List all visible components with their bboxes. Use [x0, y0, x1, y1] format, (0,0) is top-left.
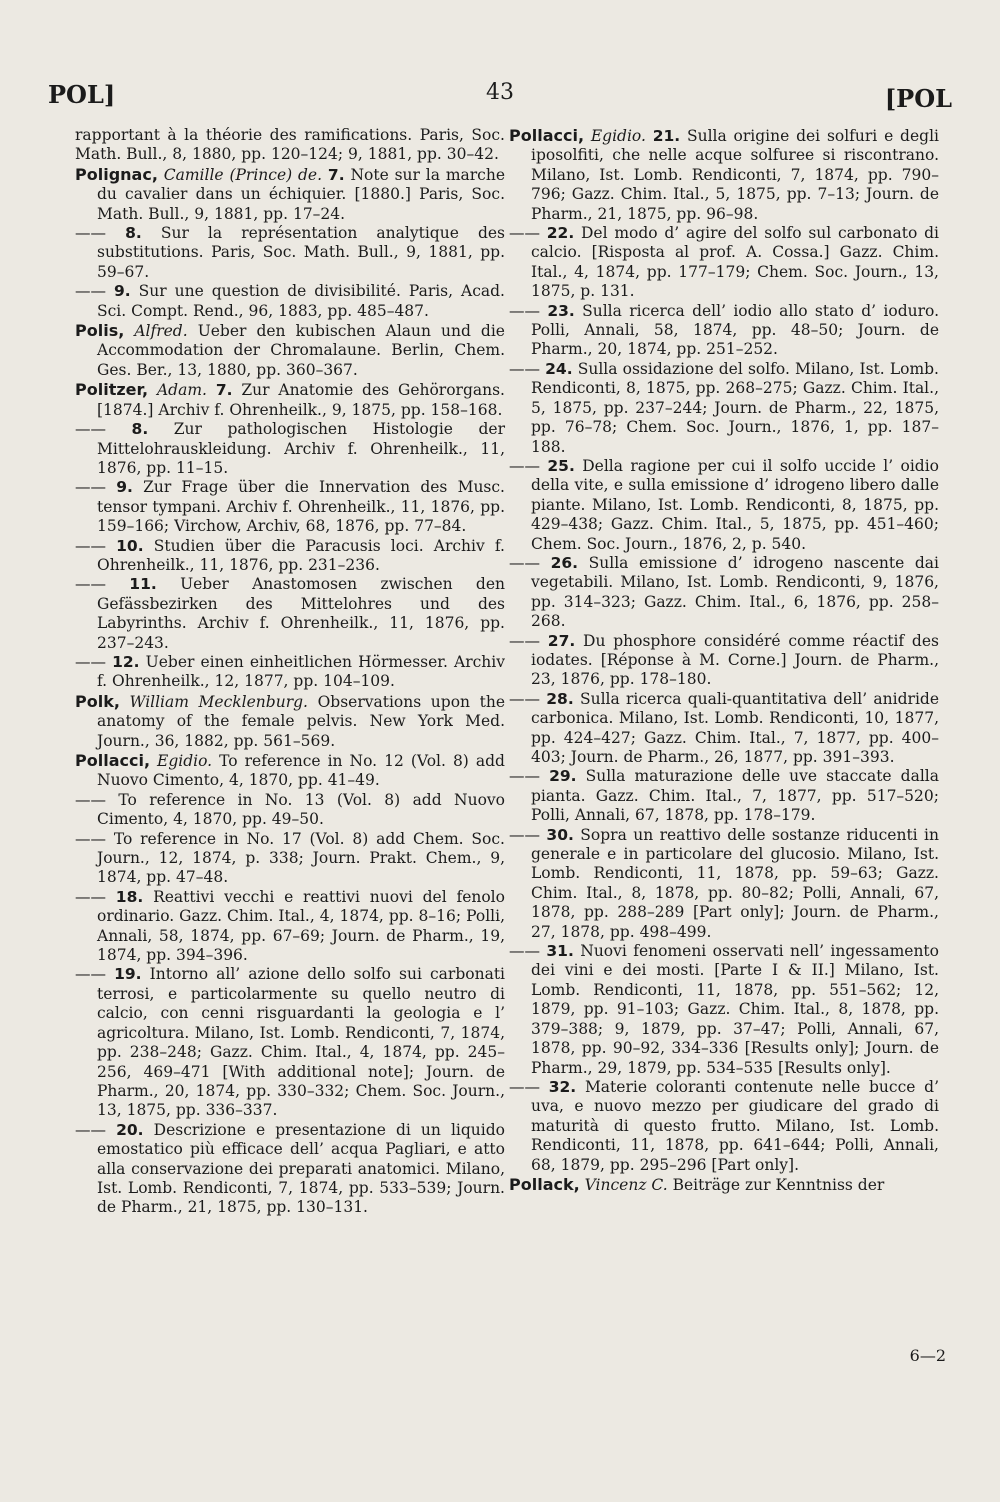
- author-surname: Pollacci,: [509, 126, 585, 145]
- bibliography-entry: [75, 165, 505, 224]
- bibliography-entry: —— 10. Studien über die Paracusis loci. Archiv f. Ohrenheilk., 11, 1876, pp. 231–236.: [75, 536, 505, 574]
- page-number: 43: [486, 80, 514, 105]
- entry-number: 10.: [116, 536, 144, 555]
- author-surname: Politzer,: [75, 380, 149, 400]
- entry-text: To reference in No. 12 (Vol. 8) add Nuovo Cimento, 4, 1870, pp. 41–49.: [97, 752, 505, 790]
- entry-text: Sulla ricerca quali-quantitativa dell’ anidride carbonica. Milano, Ist. Lomb. Rendiconti, 10, 1877, pp. 424–427; Gazz. Chim. Ital., 7, 1877, pp. 400–403; Journ. de Pharm., 26, 1877, pp. 391–393.: [531, 689, 939, 766]
- bibliography-entry: —— 24. Sulla ossidazione del solfo. Milano, Ist. Lomb. Rendiconti, 8, 1875, pp. 268–275; Gazz. Chim. Ital., 5, 1875, pp. 237–244; Journ. de Pharm., 22, 1875, pp. 76–78; Chem. Soc. Journ., 1876, 1, pp. 187–188.: [509, 359, 939, 456]
- bibliography-entry: —— 32. Materie coloranti contenute nelle bucce d’ uva, e nuovo mezzo per giudicare del grado di maturità di questo frutto. Milano, Ist. Lomb. Rendiconti, 11, 1878, pp. 641–644; Polli, Annali, 68, 1879, pp. 295–296 [Part only].: [509, 1077, 940, 1174]
- entry-number: 18.: [115, 887, 144, 906]
- entry-text: Sulla emissione d’ idrogeno nascente dai vegetabili. Milano, Ist. Lomb. Rendiconti, 9, 1876, pp. 314–323; Gazz. Chim. Ital., 6, 1876, pp. 258–268.: [531, 553, 939, 631]
- entry-text: Materie coloranti contenute nelle bucce d’ uva, e nuovo mezzo per giudicare del grado di maturità di questo frutto. Milano, Ist. Lomb. Rendiconti, 11, 1878, pp. 641–644; Polli, Annali, 68, 1879, pp. 295–296 [Part only].: [531, 1077, 940, 1174]
- bibliography-entry: [75, 321, 505, 380]
- bibliography-entry: —— To reference in No. 13 (Vol. 8) add Nuovo Cimento, 4, 1870, pp. 49–50.: [75, 790, 506, 829]
- bibliography-entry: —— 8. Zur pathologischen Histologie der Mittelohrauskleidung. Archiv f. Ohrenheilk., 11, 1876, pp. 11–15.: [75, 420, 505, 477]
- entry-text: Zur pathologischen Histologie der Mittelohrauskleidung. Archiv f. Ohrenheilk., 11, 1876, pp. 11–15.: [97, 420, 505, 477]
- entry-text: Ueber den kubischen Alaun und die Accommodation der Chromalaune. Berlin, Chem. Ges. Ber., 13, 1880, pp. 360–367.: [97, 322, 505, 379]
- bibliography-entry: —— 8. Sur la représentation analytique des substitutions. Paris, Soc. Math. Bull., 9, 1881, pp. 59–67.: [75, 224, 505, 281]
- author-surname: Polis,: [75, 321, 125, 341]
- author-given-name: Camille (Prince) de.: [163, 165, 323, 184]
- running-head-right: [POL: [884, 84, 952, 113]
- entry-number: 9.: [113, 282, 131, 301]
- entry-number: 19.: [114, 965, 142, 984]
- bibliography-entry: —— 26. Sulla emissione d’ idrogeno nascente dai vegetabili. Milano, Ist. Lomb. Rendiconti, 9, 1876, pp. 314–323; Gazz. Chim. Ital., 6, 1876, pp. 258–268.: [509, 553, 939, 631]
- entry-number: 26.: [550, 553, 579, 572]
- entry-number: 7.: [215, 381, 233, 400]
- entry-text: Intorno all’ azione dello solfo sui carbonati terrosi, e particolarmente su quello neutro di calcio, con cenni risguardanti la geologia e l’ agricoltura. Milano, Ist. Lomb. Rendiconti, 7, 1874, pp. 238–248; Gazz. Chim. Ital., 4, 1874, pp. 245–256, 469–471 [With additional note]; Journ. de Pharm., 20, 1874, pp. 330–332; Chem. Soc. Journ., 13, 1875, pp. 336–337.: [97, 965, 505, 1120]
- author-given-name: Egidio.: [157, 752, 213, 770]
- author-surname: Pollack,: [509, 1174, 580, 1194]
- entry-text: Studien über die Paracusis loci. Archiv f. Ohrenheilk., 11, 1876, pp. 231–236.: [97, 536, 505, 574]
- entry-text: rapportant à la théorie des ramifications. Paris, Soc. Math. Bull., 8, 1880, pp. 120–124; 9, 1881, pp. 30–42.: [75, 126, 505, 164]
- entry-number: 7.: [327, 165, 345, 184]
- entry-text: To reference in No. 13 (Vol. 8) add Nuovo Cimento, 4, 1870, pp. 49–50.: [97, 790, 506, 829]
- entry-number: 28.: [546, 689, 574, 708]
- entry-number: 31.: [546, 942, 574, 961]
- bibliography-entry: —— 20. Descrizione e presentazione di un liquido emostatico più efficace dell’ acqua Pagliari, e atto alla conservazione dei preparati anatomici. Milano, Ist. Lomb. Rendiconti, 7, 1874, pp. 533–539; Journ. de Pharm., 21, 1875, pp. 130–131.: [75, 1120, 506, 1217]
- entry-text: Sulla maturazione delle uve staccate dalla pianta. Gazz. Chim. Ital., 7, 1877, pp. 517–520; Polli, Annali, 67, 1878, pp. 178–179.: [531, 767, 939, 825]
- entry-text: Sur une question de divisibilité. Paris, Acad. Sci. Compt. Rend., 96, 1883, pp. 485–487.: [97, 282, 505, 320]
- entry-text: Sur la représentation analytique des substitutions. Paris, Soc. Math. Bull., 9, 1881, pp. 59–67.: [97, 224, 505, 281]
- author-given-name: Adam.: [156, 381, 207, 400]
- entry-text: Della ragione per cui il solfo uccide l’ oidio della vite, e sulla emissione d’ idrogeno libero dalle piante. Milano, Ist. Lomb. Rendiconti, 8, 1875, pp. 429–438; Gazz. Chim. Ital., 5, 1875, pp. 451–460; Chem. Soc. Journ., 1876, 2, p. 540.: [531, 456, 940, 553]
- bibliography-entry: —— 9. Sur une question de divisibilité. Paris, Acad. Sci. Compt. Rend., 96, 1883, pp. 485–487.: [75, 282, 505, 320]
- running-head-left: POL]: [48, 80, 116, 109]
- bibliography-entry: —— 11. Ueber Anastomosen zwischen den Gefässbezirken des Mittelohres und des Labyrinths. Archiv f. Ohrenheilk., 11, 1876, pp. 237–243.: [75, 575, 505, 652]
- bibliography-entry: —— 29. Sulla maturazione delle uve staccate dalla pianta. Gazz. Chim. Ital., 7, 1877, pp. 517–520; Polli, Annali, 67, 1878, pp. 178–179.: [509, 767, 939, 825]
- entry-number: 21.: [652, 127, 681, 145]
- bibliography-entry: —— 19. Intorno all’ azione dello solfo sui carbonati terrosi, e particolarmente su quello neutro di calcio, con cenni risguardanti la geologia e l’ agricoltura. Milano, Ist. Lomb. Rendiconti, 7, 1874, pp. 238–248; Gazz. Chim. Ital., 4, 1874, pp. 245–256, 469–471 [With additional note]; Journ. de Pharm., 20, 1874, pp. 330–332; Chem. Soc. Journ., 13, 1875, pp. 336–337.: [75, 965, 505, 1120]
- entry-text: Sopra un reattivo delle sostanze riducenti in generale e in particolare del glucosio. Milano, Ist. Lomb. Rendiconti, 11, 1878, pp. 59–63; Gazz. Chim. Ital., 8, 1878, pp. 80–82; Polli, Annali, 67, 1878, pp. 288–289 [Part only]; Journ. de Pharm., 27, 1878, pp. 498–499.: [531, 825, 939, 941]
- bibliography-entry: [75, 692, 505, 751]
- entry-text: Du phosphore considéré comme réactif des iodates. [Réponse à M. Corne.] Journ. de Pharm., 23, 1876, pp. 178–180.: [531, 631, 939, 689]
- entry-text: Note sur la marche du cavalier dans un échiquier. [1880.] Paris, Soc. Math. Bull., 9, 1881, pp. 17–24.: [97, 165, 506, 223]
- bibliography-entry: [509, 126, 939, 224]
- entry-text: Del modo d’ agire del solfo sul carbonato di calcio. [Risposta al prof. A. Cossa.] Gazz. Chim. Ital., 4, 1874, pp. 177–179; Chem. Soc. Journ., 13, 1875, p. 131.: [531, 224, 939, 301]
- bibliography-entry: —— 27. Du phosphore considéré comme réactif des iodates. [Réponse à M. Corne.] Journ. de Pharm., 23, 1876, pp. 178–180.: [509, 631, 939, 689]
- entry-text: Reattivi vecchi e reattivi nuovi del fenolo ordinario. Gazz. Chim. Ital., 4, 1874, pp. 8–16; Polli, Annali, 58, 1874, pp. 67–69; Journ. de Pharm., 19, 1874, pp. 394–396.: [97, 887, 505, 965]
- bibliography-entry: —— 31. Nuovi fenomeni osservati nell’ ingessamento dei vini e dei mosti. [Parte I & II.] Milano, Ist. Lomb. Rendiconti, 11, 1878, pp. 551–562; 12, 1879, pp. 91–103; Gazz. Chim. Ital., 8, 1878, pp. 379–388; 9, 1879, pp. 37–47; Polli, Annali, 67, 1878, pp. 90–92, 334–336 [Results only]; Journ. de Pharm., 29, 1879, pp. 534–535 [Results only].: [509, 942, 939, 1077]
- entry-text: Zur Frage über die Innervation des Musc. tensor tympani. Archiv f. Ohrenheilk., 11, 1876, pp. 159–166; Virchow, Archiv, 68, 1876, pp. 77–84.: [97, 478, 505, 536]
- bibliography-entry: —— 28. Sulla ricerca quali-quantitativa dell’ anidride carbonica. Milano, Ist. Lomb. Rendiconti, 10, 1877, pp. 424–427; Gazz. Chim. Ital., 7, 1877, pp. 400–403; Journ. de Pharm., 26, 1877, pp. 391–393.: [509, 689, 939, 766]
- entry-number: 24.: [545, 359, 573, 378]
- entry-text: To reference in No. 17 (Vol. 8) add Chem. Soc. Journ., 12, 1874, p. 338; Journ. Prakt. Chem., 9, 1874, pp. 47–48.: [97, 829, 505, 887]
- entry-text: Ueber Anastomosen zwischen den Gefässbezirken des Mittelohres und des Labyrinths. Archiv f. Ohrenheilk., 11, 1876, pp. 237–243.: [97, 575, 505, 652]
- entry-text: Sulla ossidazione del solfo. Milano, Ist. Lomb. Rendiconti, 8, 1875, pp. 268–275; Gazz. Chim. Ital., 5, 1875, pp. 237–244; Journ. de Pharm., 22, 1875, pp. 76–78; Chem. Soc. Journ., 1876, 1, pp. 187–188.: [531, 359, 939, 456]
- bibliography-entry: —— 30. Sopra un reattivo delle sostanze riducenti in generale e in particolare del glucosio. Milano, Ist. Lomb. Rendiconti, 11, 1878, pp. 59–63; Gazz. Chim. Ital., 8, 1878, pp. 80–82; Polli, Annali, 67, 1878, pp. 288–289 [Part only]; Journ. de Pharm., 27, 1878, pp. 498–499.: [509, 825, 939, 941]
- bibliography-entry: [75, 126, 505, 165]
- entry-number: 32.: [548, 1077, 577, 1096]
- bibliography-entry: —— 18. Reattivi vecchi e reattivi nuovi del fenolo ordinario. Gazz. Chim. Ital., 4, 1874, pp. 8–16; Polli, Annali, 58, 1874, pp. 67–69; Journ. de Pharm., 19, 1874, pp. 394–396.: [75, 887, 505, 965]
- bibliography-entry: —— To reference in No. 17 (Vol. 8) add Chem. Soc. Journ., 12, 1874, p. 338; Journ. Prakt. Chem., 9, 1874, pp. 47–48.: [75, 829, 505, 887]
- entry-text: Sulla origine dei solfuri e degli iposolfiti, che nelle acque solfuree si riscontrano. Milano, Ist. Lomb. Rendiconti, 7, 1874, pp. 790–796; Gazz. Chim. Ital., 5, 1875, pp. 7–13; Journ. de Pharm., 21, 1875, pp. 96–98.: [531, 127, 939, 223]
- entry-number: 8.: [131, 420, 149, 439]
- entry-text: Nuovi fenomeni osservati nell’ ingessamento dei vini e dei mosti. [Parte I & II.] Milano, Ist. Lomb. Rendiconti, 11, 1878, pp. 551–562; 12, 1879, pp. 91–103; Gazz. Chim. Ital., 8, 1878, pp. 379–388; 9, 1879, pp. 37–47; Polli, Annali, 67, 1878, pp. 90–92, 334–336 [Results only]; Journ. de Pharm., 29, 1879, pp. 534–535 [Results only].: [531, 942, 939, 1077]
- entry-text: Sulla ricerca dell’ iodio allo stato d’ ioduro. Polli, Annali, 58, 1874, pp. 48–50; Journ. de Pharm., 20, 1874, pp. 251–252.: [531, 301, 939, 359]
- author-given-name: William Mecklenburg.: [129, 692, 308, 711]
- entry-number: 27.: [547, 631, 576, 650]
- entry-number: 29.: [549, 767, 577, 786]
- right-column: [509, 126, 939, 1195]
- author-given-name: Alfred.: [134, 322, 188, 341]
- entry-number: 20.: [116, 1120, 144, 1139]
- author-given-name: Vincenz C.: [584, 1175, 668, 1194]
- entry-text: Ueber einen einheitlichen Hörmesser. Archiv f. Ohrenheilk., 12, 1877, pp. 104–109.: [97, 652, 505, 691]
- bibliography-entry: —— 25. Della ragione per cui il solfo uccide l’ oidio della vite, e sulla emissione d’ idrogeno libero dalle piante. Milano, Ist. Lomb. Rendiconti, 8, 1875, pp. 429–438; Gazz. Chim. Ital., 5, 1875, pp. 451–460; Chem. Soc. Journ., 1876, 2, p. 540.: [509, 456, 940, 553]
- bibliography-entry: —— 9. Zur Frage über die Innervation des Musc. tensor tympani. Archiv f. Ohrenheilk., 11, 1876, pp. 159–166; Virchow, Archiv, 68, 1876, pp. 77–84.: [75, 478, 505, 536]
- entry-number: 22.: [546, 224, 575, 243]
- author-surname: Pollacci,: [75, 751, 151, 770]
- entry-text: Observations upon the anatomy of the female pelvis. New York Med. Journ., 36, 1882, pp. 561–569.: [97, 692, 505, 750]
- author-given-name: Egidio.: [590, 127, 646, 145]
- bibliography-entry: [75, 751, 505, 791]
- entry-text: Descrizione e presentazione di un liquido emostatico più efficace dell’ acqua Pagliari, e atto alla conservazione dei preparati anatomici. Milano, Ist. Lomb. Rendiconti, 7, 1874, pp. 533–539; Journ. de Pharm., 21, 1875, pp. 130–131.: [97, 1120, 506, 1217]
- bibliography-entry: —— 12. Ueber einen einheitlichen Hörmesser. Archiv f. Ohrenheilk., 12, 1877, pp. 104–109.: [75, 652, 505, 691]
- bibliography-entry: [75, 380, 505, 420]
- entry-number: 12.: [112, 652, 140, 671]
- entry-number: 30.: [546, 825, 574, 844]
- entry-number: 25.: [547, 456, 575, 475]
- entry-text: Zur Anatomie des Gehörorgans. [1874.] Archiv f. Ohrenheilk., 9, 1875, pp. 158–168.: [97, 381, 505, 419]
- signature-mark: 6—2: [909, 1346, 946, 1365]
- left-column: [75, 126, 505, 1218]
- entry-number: 11.: [129, 575, 157, 594]
- entry-text: Beiträge zur Kenntniss der: [672, 1175, 885, 1194]
- entry-number: 23.: [547, 301, 575, 320]
- author-surname: Polk,: [75, 691, 120, 711]
- bibliography-entry: —— 23. Sulla ricerca dell’ iodio allo stato d’ ioduro. Polli, Annali, 58, 1874, pp. 48–50; Journ. de Pharm., 20, 1874, pp. 251–252.: [509, 301, 939, 359]
- bibliography-entry: —— 22. Del modo d’ agire del solfo sul carbonato di calcio. [Risposta al prof. A. Cossa.] Gazz. Chim. Ital., 4, 1874, pp. 177–179; Chem. Soc. Journ., 13, 1875, p. 131.: [509, 224, 939, 301]
- entry-number: 9.: [116, 478, 133, 497]
- author-surname: Polignac,: [75, 164, 158, 184]
- entry-number: 8.: [125, 224, 142, 243]
- page-header: [48, 80, 952, 120]
- bibliography-entry: [509, 1175, 939, 1195]
